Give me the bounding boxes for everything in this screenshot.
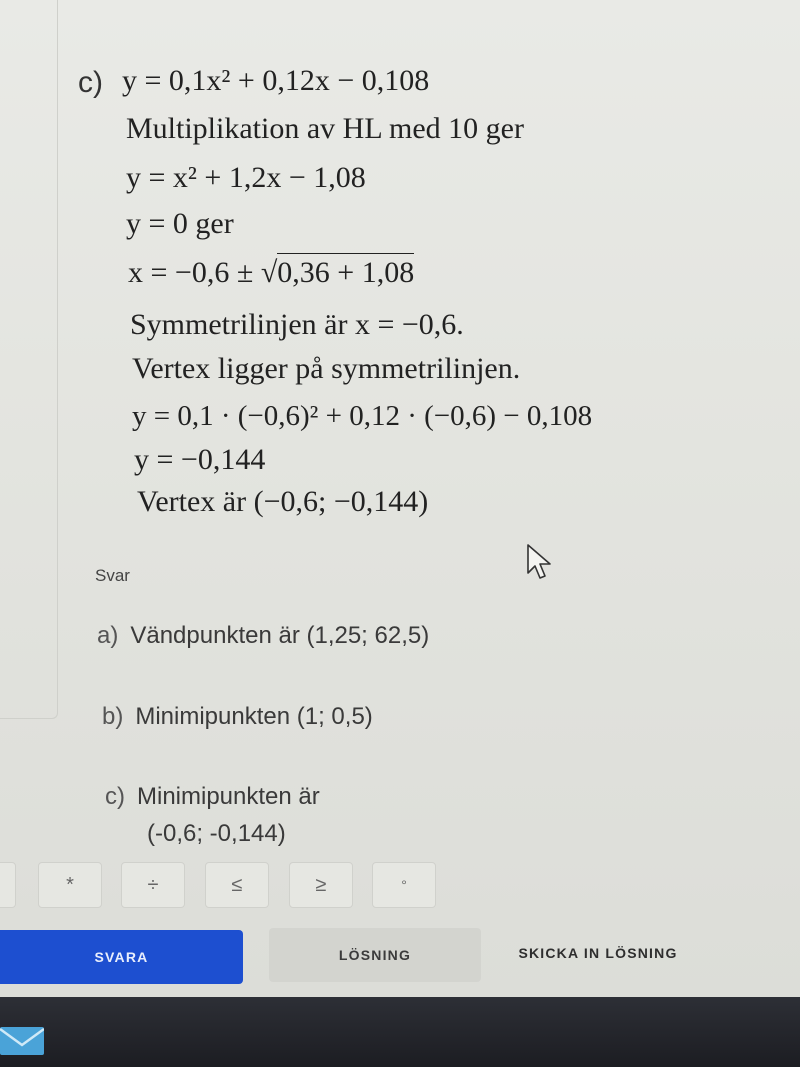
key-divide[interactable]: ÷ (121, 862, 185, 908)
root-prefix: x = −0,6 ± (128, 256, 254, 289)
svara-button[interactable]: SVARA (0, 930, 243, 984)
math-keyboard (0, 852, 800, 916)
losning-button[interactable]: LÖSNING (269, 928, 481, 982)
answer-label: a) (97, 622, 119, 649)
mail-icon[interactable] (0, 1025, 44, 1057)
answer-item (105, 783, 320, 811)
sqrt-icon: √ (260, 256, 278, 289)
solution-line: y = −0,144 (134, 443, 266, 476)
solution-line: Symmetrilinjen är x = −0,6. (130, 308, 464, 341)
answer-text: Vändpunkten är (1,25; 62,5) (130, 622, 430, 649)
keyboard-key-partial[interactable] (0, 862, 16, 908)
key-multiply[interactable]: * (38, 862, 102, 908)
solution-line: y = 0 ger (126, 207, 234, 240)
answer-item (102, 703, 373, 731)
answer-text-continued: (-0,6; -0,144) (147, 820, 286, 847)
answer-label: b) (102, 703, 124, 730)
answer-label: c) (105, 783, 125, 810)
action-bar (0, 925, 800, 995)
solution-line: Vertex ligger på symmetrilinjen. (132, 352, 521, 385)
solution-line: y = x² + 1,2x − 1,08 (126, 161, 366, 194)
key-greater-equal[interactable]: ≥ (289, 862, 353, 908)
arrow-cursor-icon (525, 543, 553, 581)
part-label: c) (78, 66, 103, 99)
key-degree[interactable]: ° (372, 862, 436, 908)
solution-line: Multiplikation av HL med 10 ger (126, 112, 524, 145)
solution-line: Vertex är (−0,6; −0,144) (137, 485, 429, 518)
os-taskbar (0, 997, 800, 1067)
solution-line: y = 0,1x² + 0,12x − 0,108 (122, 64, 430, 97)
svar-heading: Svar (95, 566, 130, 585)
solution-line: y = 0,1 · (−0,6)² + 0,12 · (−0,6) − 0,108 (132, 400, 593, 432)
answer-text: Minimipunkten är (137, 783, 320, 810)
answer-text: Minimipunkten (1; 0,5) (135, 703, 373, 730)
root-radicand: 0,36 + 1,08 (277, 253, 414, 289)
skicka-in-losning-button[interactable]: SKICKA IN LÖSNING (518, 945, 678, 961)
key-less-equal[interactable]: ≤ (205, 862, 269, 908)
solution-line (128, 258, 414, 288)
answer-item (97, 622, 429, 650)
